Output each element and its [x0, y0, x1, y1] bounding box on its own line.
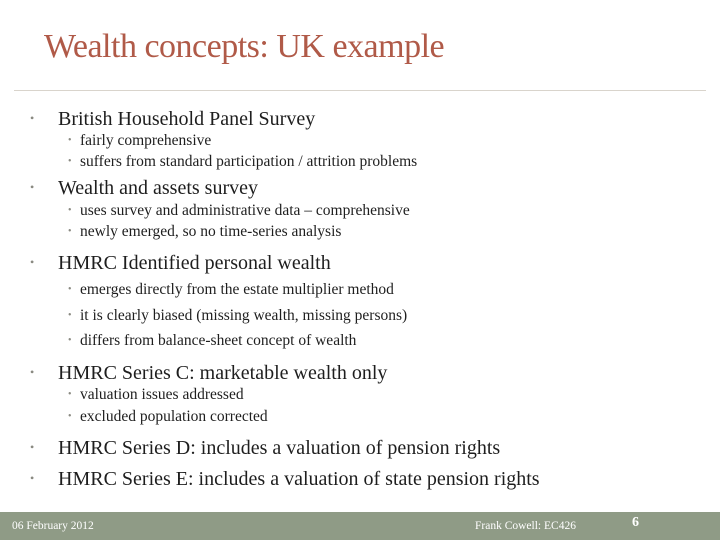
- bullet-marker: •: [30, 111, 35, 125]
- bullet-series-d: [30, 436, 500, 459]
- sub-bullet: [68, 332, 356, 350]
- sub-bullet-text: valuation issues addressed: [80, 386, 244, 403]
- bullet-bhps: [30, 107, 315, 130]
- sub-bullet-marker: •: [68, 135, 72, 146]
- sub-bullet: [68, 281, 394, 299]
- sub-bullet-marker: •: [68, 389, 72, 400]
- bullet-was: [30, 176, 258, 199]
- bullet-marker: •: [30, 471, 35, 485]
- sub-bullet-marker: •: [68, 156, 72, 167]
- sub-bullet-marker: •: [68, 335, 72, 346]
- bullet-hmrc-ipw: [30, 251, 331, 274]
- bullet-marker: •: [30, 255, 35, 269]
- sub-bullet: [68, 408, 268, 426]
- bullet-text: HMRC Series C: marketable wealth only: [58, 362, 388, 384]
- slide-number: 6: [632, 515, 639, 530]
- bullet-marker: •: [30, 440, 35, 454]
- footer-date: 06 February 2012: [12, 520, 94, 532]
- sub-bullet-text: suffers from standard participation / attrition problems: [80, 153, 418, 170]
- bullet-text: HMRC Identified personal wealth: [58, 252, 331, 274]
- bullet-marker: •: [30, 365, 35, 379]
- footer-author: Frank Cowell: EC426: [475, 520, 576, 532]
- sub-bullet-text: it is clearly biased (missing wealth, missing persons): [80, 307, 408, 324]
- sub-bullet: [68, 202, 410, 220]
- sub-bullet: [68, 386, 244, 404]
- sub-bullet: [68, 153, 417, 171]
- sub-bullet: [68, 132, 211, 150]
- sub-bullet-text: excluded population corrected: [80, 408, 268, 425]
- bullet-series-c: [30, 361, 387, 384]
- sub-bullet: [68, 223, 341, 241]
- sub-bullet-text: differs from balance-sheet concept of wealth: [80, 332, 357, 349]
- sub-bullet-text: uses survey and administrative data – comprehensive: [80, 202, 410, 219]
- bullet-series-e: [30, 467, 540, 490]
- bullet-marker: •: [30, 180, 35, 194]
- sub-bullet-text: newly emerged, so no time-series analysis: [80, 223, 342, 240]
- sub-bullet-marker: •: [68, 226, 72, 237]
- footer-bar: [0, 512, 720, 540]
- sub-bullet-marker: •: [68, 284, 72, 295]
- sub-bullet-marker: •: [68, 205, 72, 216]
- sub-bullet-marker: •: [68, 411, 72, 422]
- bullet-text: HMRC Series E: includes a valuation of state pension rights: [58, 468, 540, 490]
- sub-bullet-text: emerges directly from the estate multiplier method: [80, 281, 394, 298]
- title-divider: [14, 90, 706, 91]
- slide-title: Wealth concepts: UK example: [44, 28, 445, 65]
- sub-bullet: [68, 307, 407, 325]
- sub-bullet-marker: •: [68, 310, 72, 321]
- sub-bullet-text: fairly comprehensive: [80, 132, 212, 149]
- bullet-text: Wealth and assets survey: [58, 177, 258, 199]
- bullet-text: British Household Panel Survey: [58, 108, 316, 130]
- bullet-text: HMRC Series D: includes a valuation of pension rights: [58, 437, 501, 459]
